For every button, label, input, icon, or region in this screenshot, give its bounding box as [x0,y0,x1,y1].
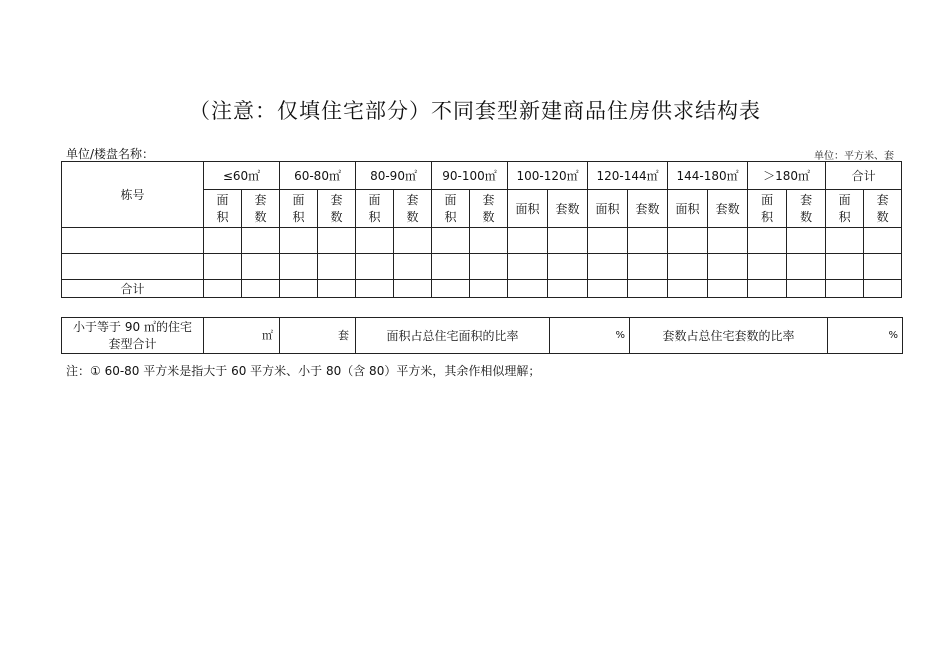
sub-header-area: 面 积 [432,190,470,228]
group-header: 120-144㎡ [588,162,668,190]
summary-label: 小于等于 90 ㎡的住宅 套型合计 [62,318,204,354]
count-ratio-label: 套数占总住宅套数的比率 [630,318,828,354]
project-name-label: 单位/楼盘名称： [66,147,155,161]
group-header: ＞180㎡ [748,162,826,190]
footnote: 注：① 60-80 平方米是指大于 60 平方米、小于 80（含 80）平方米，其余作相似理解； [66,364,541,378]
row-header-building: 栋号 [62,162,204,228]
group-header: ≤60㎡ [204,162,280,190]
area-ratio-label: 面积占总住宅面积的比率 [356,318,550,354]
sub-header-count: 套 数 [864,190,902,228]
area-ratio-cell[interactable]: % [550,318,630,354]
group-header: 合计 [826,162,902,190]
total-label: 合计 [62,280,204,298]
count-ratio-cell[interactable]: % [828,318,903,354]
sub-header-count: 套数 [628,190,668,228]
total-row [62,280,902,298]
sub-header-area: 面积 [668,190,708,228]
group-header: 80-90㎡ [356,162,432,190]
sub-header-area: 面 积 [748,190,787,228]
summary-count-cell[interactable]: 套 [280,318,356,354]
sub-header-count: 套 数 [318,190,356,228]
summary-area-cell[interactable]: ㎡ [204,318,280,354]
building-cell[interactable] [62,228,204,254]
group-header: 60-80㎡ [280,162,356,190]
sub-header-area: 面 积 [356,190,394,228]
supply-structure-table [61,161,902,298]
unit-label: 单位：平方米、套 [814,151,894,162]
summary-table [61,317,903,354]
sub-header-area: 面积 [588,190,628,228]
sub-header-area: 面积 [508,190,548,228]
page-title: （注意：仅填住宅部分）不同套型新建商品住房供求结构表 [189,99,761,123]
sub-header-count: 套 数 [394,190,432,228]
sub-header-count: 套数 [708,190,748,228]
sub-header-count: 套 数 [787,190,826,228]
sub-header-count: 套 数 [242,190,280,228]
sub-header-area: 面 积 [204,190,242,228]
sub-header-area: 面 积 [280,190,318,228]
sub-header-area: 面 积 [826,190,864,228]
building-cell[interactable] [62,254,204,280]
group-header: 100-120㎡ [508,162,588,190]
group-header: 144-180㎡ [668,162,748,190]
table-row [62,254,902,280]
table-row [62,228,902,254]
group-header: 90-100㎡ [432,162,508,190]
sub-header-count: 套数 [548,190,588,228]
sub-header-count: 套 数 [470,190,508,228]
